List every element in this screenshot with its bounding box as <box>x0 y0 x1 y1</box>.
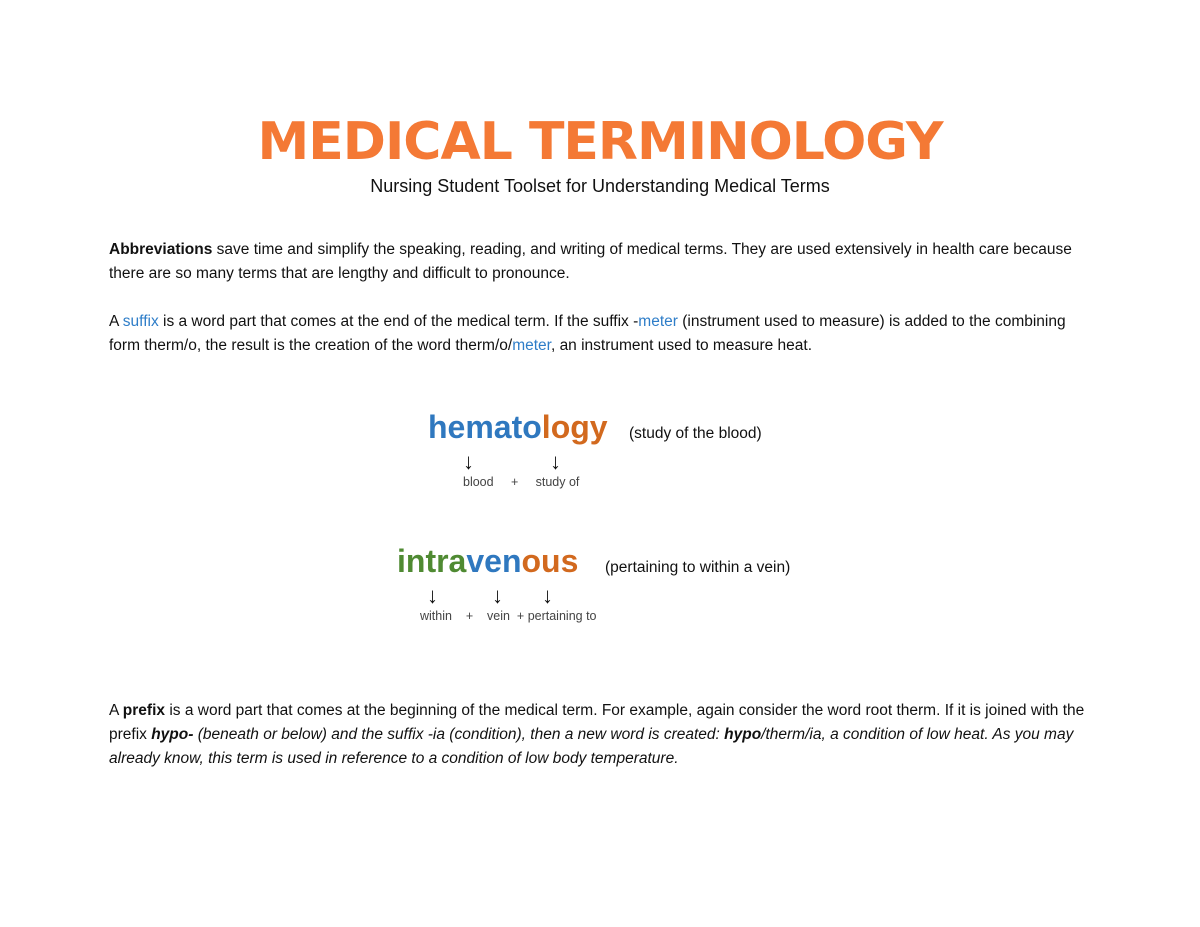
hematology-word <box>428 408 608 446</box>
prefix-text-2: (beneath or below) and the suffix -ia (condition), then a new word is created: <box>193 726 725 743</box>
page-title: MEDICAL TERMINOLOGY <box>257 112 943 172</box>
hematology-root: hemato <box>428 409 542 445</box>
intravenous-prefix: intra <box>397 543 467 579</box>
intravenous-breakdown: within + vein + pertaining to <box>420 609 597 623</box>
prefix-paragraph <box>109 699 1099 771</box>
suffix-paragraph <box>109 310 1099 358</box>
down-arrow-icon: ↓ <box>463 449 474 474</box>
prefix-term: prefix <box>122 702 166 719</box>
page-subtitle: Nursing Student Toolset for Understanding Medical Terms <box>370 176 830 196</box>
intravenous-word <box>397 542 578 580</box>
hematology-breakdown: blood + study of <box>463 475 580 489</box>
intravenous-meaning: (pertaining to within a vein) <box>605 559 791 576</box>
down-arrow-icon: ↓ <box>427 583 438 608</box>
suffix-text-2: (instrument used to measure) is added to the combining form therm/o, the result is the creation of the word therm/o/ <box>109 313 1066 354</box>
prefix-text-1: is a word part that comes at the beginning of the medical term. For example, again consider the word root therm. If it is joined with the prefix <box>109 702 1085 743</box>
meter-term-2: meter <box>512 337 551 354</box>
suffix-text-1: is a word part that comes at the end of the medical term. If the suffix - <box>158 313 639 330</box>
abbreviations-paragraph <box>109 238 1099 286</box>
intravenous-root: ven <box>466 543 522 579</box>
hypo-term-2: hypo <box>724 726 762 743</box>
hematology-suffix: logy <box>541 409 608 445</box>
hematology-meaning: (study of the blood) <box>629 425 762 442</box>
suffix-lead: A <box>109 313 123 330</box>
down-arrow-icon: ↓ <box>492 583 503 608</box>
hypo-term: hypo- <box>151 726 194 743</box>
abbreviations-term: Abbreviations <box>109 241 213 258</box>
meter-term: meter <box>638 313 678 330</box>
prefix-text-3: /therm/ia, a condition of low heat. As you may already know, this term is used in reference to a condition of low body temperature. <box>109 726 1074 767</box>
down-arrow-icon: ↓ <box>550 449 561 474</box>
down-arrow-icon: ↓ <box>542 583 553 608</box>
intravenous-suffix: ous <box>521 543 579 579</box>
prefix-lead: A <box>109 702 123 719</box>
suffix-text-3: , an instrument used to measure heat. <box>550 337 813 354</box>
abbreviations-text: save time and simplify the speaking, reading, and writing of medical terms. They are used extensively in health care because there are so many terms that are lengthy and difficult to pronounce. <box>109 241 1072 282</box>
suffix-term: suffix <box>122 313 159 330</box>
